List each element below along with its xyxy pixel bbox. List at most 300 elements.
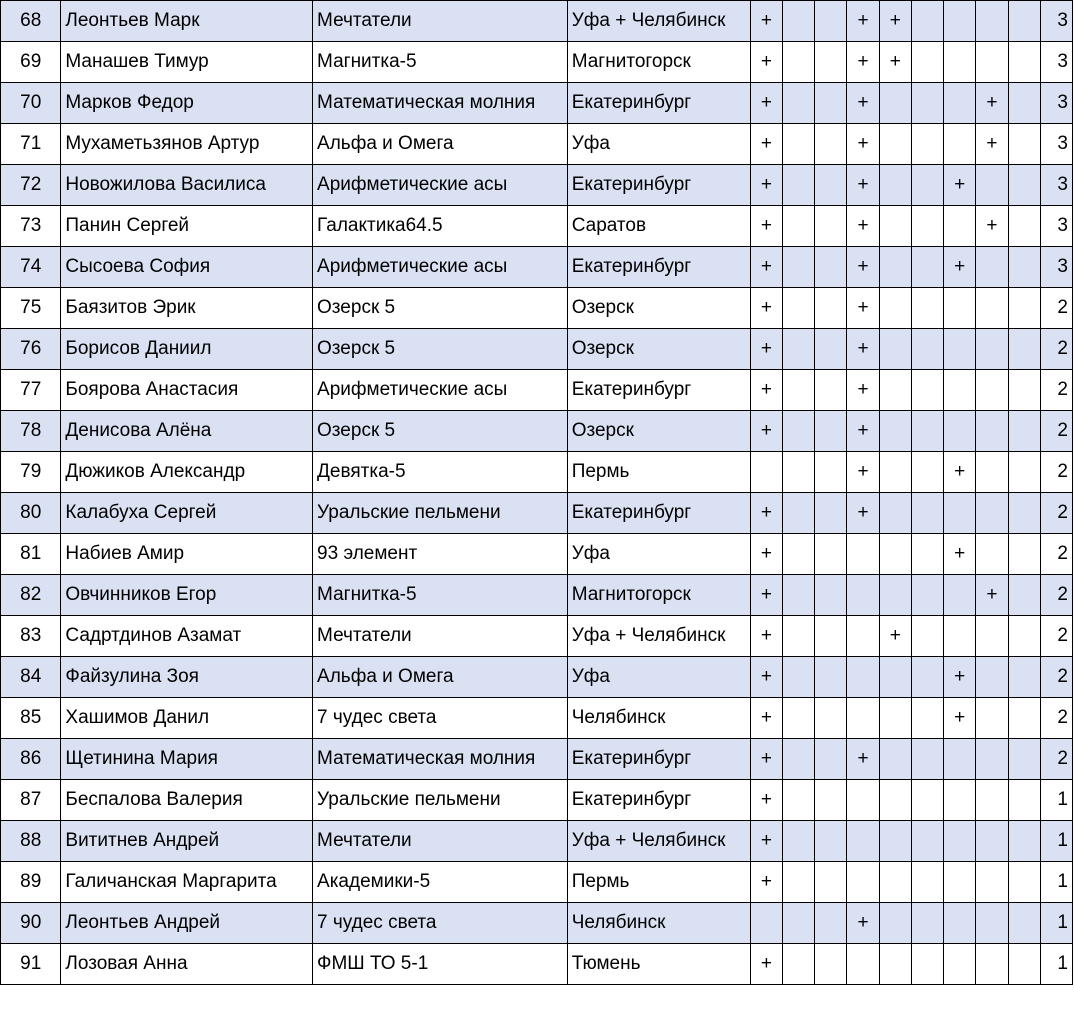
total-score-cell: 2 [1040, 329, 1072, 370]
problem-mark-cell [847, 780, 879, 821]
problem-mark-cell: + [750, 657, 782, 698]
problem-mark-cell [911, 739, 943, 780]
city-cell: Уфа + Челябинск [567, 821, 750, 862]
problem-mark-cell [944, 288, 976, 329]
problem-mark-cell [815, 124, 847, 165]
problem-mark-cell [976, 903, 1008, 944]
total-score-cell: 2 [1040, 411, 1072, 452]
total-score-cell: 1 [1040, 780, 1072, 821]
total-score-cell: 3 [1040, 206, 1072, 247]
total-score-cell: 2 [1040, 575, 1072, 616]
team-name-cell: Уральские пельмени [313, 493, 568, 534]
problem-mark-cell [976, 1, 1008, 42]
problem-mark-cell [847, 657, 879, 698]
row-number-cell: 81 [1, 534, 61, 575]
problem-mark-cell [815, 329, 847, 370]
city-cell: Уфа [567, 534, 750, 575]
team-name-cell: 93 элемент [313, 534, 568, 575]
total-score-cell: 1 [1040, 821, 1072, 862]
problem-mark-cell: + [750, 370, 782, 411]
problem-mark-cell [976, 534, 1008, 575]
table-row [1, 616, 1073, 657]
total-score-cell: 2 [1040, 739, 1072, 780]
problem-mark-cell [750, 903, 782, 944]
city-cell: Озерск [567, 288, 750, 329]
participant-name-cell: Лозовая Анна [61, 944, 313, 985]
participant-name-cell: Марков Федор [61, 83, 313, 124]
problem-mark-cell [976, 780, 1008, 821]
problem-mark-cell [783, 329, 815, 370]
problem-mark-cell [783, 821, 815, 862]
problem-mark-cell [783, 165, 815, 206]
problem-mark-cell: + [750, 288, 782, 329]
table-row [1, 1, 1073, 42]
problem-mark-cell [783, 739, 815, 780]
problem-mark-cell: + [847, 165, 879, 206]
problem-mark-cell [911, 903, 943, 944]
row-number-cell: 71 [1, 124, 61, 165]
participant-name-cell: Леонтьев Марк [61, 1, 313, 42]
problem-mark-cell: + [847, 411, 879, 452]
problem-mark-cell: + [750, 616, 782, 657]
problem-mark-cell: + [944, 534, 976, 575]
participant-name-cell: Беспалова Валерия [61, 780, 313, 821]
problem-mark-cell: + [750, 206, 782, 247]
participant-name-cell: Баязитов Эрик [61, 288, 313, 329]
city-cell: Челябинск [567, 903, 750, 944]
problem-mark-cell [783, 657, 815, 698]
participant-name-cell: Галичанская Маргарита [61, 862, 313, 903]
problem-mark-cell [815, 616, 847, 657]
problem-mark-cell [879, 780, 911, 821]
problem-mark-cell [815, 83, 847, 124]
problem-mark-cell [1008, 698, 1040, 739]
problem-mark-cell [944, 1, 976, 42]
city-cell: Уфа + Челябинск [567, 616, 750, 657]
team-name-cell: Девятка-5 [313, 452, 568, 493]
problem-mark-cell [783, 288, 815, 329]
city-cell: Челябинск [567, 698, 750, 739]
problem-mark-cell [847, 944, 879, 985]
total-score-cell: 2 [1040, 534, 1072, 575]
city-cell: Магнитогорск [567, 575, 750, 616]
problem-mark-cell [976, 411, 1008, 452]
problem-mark-cell [815, 1, 847, 42]
total-score-cell: 3 [1040, 247, 1072, 288]
problem-mark-cell [1008, 493, 1040, 534]
problem-mark-cell [944, 42, 976, 83]
problem-mark-cell: + [976, 83, 1008, 124]
problem-mark-cell: + [750, 1, 782, 42]
problem-mark-cell: + [976, 575, 1008, 616]
problem-mark-cell [815, 862, 847, 903]
table-row [1, 862, 1073, 903]
problem-mark-cell [847, 821, 879, 862]
problem-mark-cell [1008, 411, 1040, 452]
problem-mark-cell [1008, 370, 1040, 411]
row-number-cell: 77 [1, 370, 61, 411]
problem-mark-cell [879, 698, 911, 739]
problem-mark-cell: + [750, 124, 782, 165]
problem-mark-cell: + [879, 1, 911, 42]
problem-mark-cell [783, 616, 815, 657]
row-number-cell: 75 [1, 288, 61, 329]
row-number-cell: 70 [1, 83, 61, 124]
problem-mark-cell: + [879, 616, 911, 657]
problem-mark-cell [911, 411, 943, 452]
problem-mark-cell [911, 124, 943, 165]
participant-name-cell: Новожилова Василиса [61, 165, 313, 206]
row-number-cell: 76 [1, 329, 61, 370]
problem-mark-cell [815, 739, 847, 780]
problem-mark-cell [976, 452, 1008, 493]
problem-mark-cell [1008, 329, 1040, 370]
table-row [1, 452, 1073, 493]
problem-mark-cell [783, 575, 815, 616]
problem-mark-cell [944, 206, 976, 247]
problem-mark-cell [976, 370, 1008, 411]
problem-mark-cell: + [879, 42, 911, 83]
team-name-cell: Альфа и Омега [313, 657, 568, 698]
total-score-cell: 3 [1040, 124, 1072, 165]
participant-name-cell: Манашев Тимур [61, 42, 313, 83]
problem-mark-cell: + [847, 83, 879, 124]
city-cell: Екатеринбург [567, 247, 750, 288]
problem-mark-cell: + [976, 206, 1008, 247]
problem-mark-cell [944, 493, 976, 534]
problem-mark-cell: + [847, 739, 879, 780]
row-number-cell: 74 [1, 247, 61, 288]
problem-mark-cell [815, 247, 847, 288]
problem-mark-cell [1008, 616, 1040, 657]
problem-mark-cell [879, 329, 911, 370]
problem-mark-cell: + [976, 124, 1008, 165]
total-score-cell: 2 [1040, 370, 1072, 411]
participant-name-cell: Калабуха Сергей [61, 493, 313, 534]
problem-mark-cell [911, 329, 943, 370]
participant-name-cell: Садртдинов Азамат [61, 616, 313, 657]
problem-mark-cell [815, 944, 847, 985]
problem-mark-cell [1008, 739, 1040, 780]
problem-mark-cell [911, 42, 943, 83]
city-cell: Пермь [567, 452, 750, 493]
city-cell: Уфа [567, 657, 750, 698]
team-name-cell: Альфа и Омега [313, 124, 568, 165]
problem-mark-cell [944, 616, 976, 657]
problem-mark-cell [783, 452, 815, 493]
city-cell: Озерск [567, 411, 750, 452]
problem-mark-cell: + [944, 657, 976, 698]
problem-mark-cell: + [944, 698, 976, 739]
problem-mark-cell [1008, 124, 1040, 165]
problem-mark-cell [879, 862, 911, 903]
table-row [1, 698, 1073, 739]
problem-mark-cell: + [750, 411, 782, 452]
problem-mark-cell [944, 944, 976, 985]
problem-mark-cell: + [847, 288, 879, 329]
problem-mark-cell [815, 206, 847, 247]
problem-mark-cell [815, 821, 847, 862]
team-name-cell: Галактика64.5 [313, 206, 568, 247]
problem-mark-cell [879, 944, 911, 985]
row-number-cell: 79 [1, 452, 61, 493]
problem-mark-cell: + [944, 452, 976, 493]
row-number-cell: 69 [1, 42, 61, 83]
problem-mark-cell [879, 493, 911, 534]
problem-mark-cell [1008, 165, 1040, 206]
row-number-cell: 86 [1, 739, 61, 780]
problem-mark-cell [1008, 1, 1040, 42]
problem-mark-cell [976, 288, 1008, 329]
total-score-cell: 1 [1040, 944, 1072, 985]
problem-mark-cell [815, 698, 847, 739]
problem-mark-cell [879, 452, 911, 493]
total-score-cell: 2 [1040, 698, 1072, 739]
problem-mark-cell: + [944, 247, 976, 288]
problem-mark-cell [944, 370, 976, 411]
problem-mark-cell [1008, 288, 1040, 329]
city-cell: Екатеринбург [567, 370, 750, 411]
total-score-cell: 1 [1040, 862, 1072, 903]
problem-mark-cell: + [750, 821, 782, 862]
total-score-cell: 2 [1040, 452, 1072, 493]
problem-mark-cell [976, 493, 1008, 534]
row-number-cell: 90 [1, 903, 61, 944]
problem-mark-cell: + [750, 165, 782, 206]
table-row [1, 534, 1073, 575]
problem-mark-cell [911, 452, 943, 493]
problem-mark-cell [783, 124, 815, 165]
row-number-cell: 82 [1, 575, 61, 616]
team-name-cell: Арифметические асы [313, 247, 568, 288]
total-score-cell: 2 [1040, 657, 1072, 698]
problem-mark-cell [815, 493, 847, 534]
problem-mark-cell [944, 124, 976, 165]
total-score-cell: 2 [1040, 616, 1072, 657]
problem-mark-cell [783, 698, 815, 739]
problem-mark-cell: + [847, 42, 879, 83]
problem-mark-cell: + [847, 124, 879, 165]
problem-mark-cell [911, 862, 943, 903]
problem-mark-cell [750, 452, 782, 493]
problem-mark-cell: + [847, 493, 879, 534]
participant-name-cell: Дюжиков Александр [61, 452, 313, 493]
participant-name-cell: Сысоева София [61, 247, 313, 288]
problem-mark-cell [815, 370, 847, 411]
table-row [1, 657, 1073, 698]
participant-name-cell: Борисов Даниил [61, 329, 313, 370]
problem-mark-cell [1008, 534, 1040, 575]
problem-mark-cell [911, 165, 943, 206]
problem-mark-cell [976, 42, 1008, 83]
city-cell: Озерск [567, 329, 750, 370]
problem-mark-cell [1008, 83, 1040, 124]
team-name-cell: Мечтатели [313, 1, 568, 42]
problem-mark-cell [944, 329, 976, 370]
problem-mark-cell [847, 534, 879, 575]
team-name-cell: 7 чудес света [313, 903, 568, 944]
problem-mark-cell [815, 288, 847, 329]
city-cell: Тюмень [567, 944, 750, 985]
city-cell: Уфа [567, 124, 750, 165]
problem-mark-cell: + [847, 329, 879, 370]
problem-mark-cell: + [847, 206, 879, 247]
row-number-cell: 87 [1, 780, 61, 821]
table-row [1, 206, 1073, 247]
table-row [1, 780, 1073, 821]
table-row [1, 370, 1073, 411]
problem-mark-cell [944, 862, 976, 903]
row-number-cell: 88 [1, 821, 61, 862]
problem-mark-cell [1008, 42, 1040, 83]
problem-mark-cell [783, 206, 815, 247]
problem-mark-cell [783, 370, 815, 411]
problem-mark-cell [815, 452, 847, 493]
row-number-cell: 85 [1, 698, 61, 739]
team-name-cell: 7 чудес света [313, 698, 568, 739]
city-cell: Саратов [567, 206, 750, 247]
participant-name-cell: Боярова Анастасия [61, 370, 313, 411]
problem-mark-cell [944, 780, 976, 821]
team-name-cell: ФМШ ТО 5-1 [313, 944, 568, 985]
table-row [1, 944, 1073, 985]
problem-mark-cell [911, 1, 943, 42]
problem-mark-cell [976, 657, 1008, 698]
city-cell: Екатеринбург [567, 493, 750, 534]
problem-mark-cell [976, 944, 1008, 985]
problem-mark-cell [976, 698, 1008, 739]
row-number-cell: 91 [1, 944, 61, 985]
problem-mark-cell: + [750, 739, 782, 780]
table-row [1, 575, 1073, 616]
problem-mark-cell [976, 862, 1008, 903]
problem-mark-cell [783, 534, 815, 575]
problem-mark-cell: + [847, 1, 879, 42]
participant-name-cell: Вититнев Андрей [61, 821, 313, 862]
problem-mark-cell [1008, 657, 1040, 698]
problem-mark-cell: + [944, 165, 976, 206]
problem-mark-cell [783, 411, 815, 452]
team-name-cell: Озерск 5 [313, 288, 568, 329]
problem-mark-cell [1008, 575, 1040, 616]
problem-mark-cell: + [750, 862, 782, 903]
problem-mark-cell [911, 657, 943, 698]
table-row [1, 329, 1073, 370]
team-name-cell: Озерск 5 [313, 411, 568, 452]
row-number-cell: 78 [1, 411, 61, 452]
problem-mark-cell [815, 165, 847, 206]
problem-mark-cell: + [750, 247, 782, 288]
table-row [1, 903, 1073, 944]
problem-mark-cell [879, 821, 911, 862]
row-number-cell: 68 [1, 1, 61, 42]
team-name-cell: Мечтатели [313, 821, 568, 862]
problem-mark-cell [1008, 780, 1040, 821]
participant-name-cell: Леонтьев Андрей [61, 903, 313, 944]
problem-mark-cell [911, 944, 943, 985]
team-name-cell: Мечтатели [313, 616, 568, 657]
problem-mark-cell: + [750, 493, 782, 534]
problem-mark-cell: + [750, 83, 782, 124]
problem-mark-cell [976, 247, 1008, 288]
team-name-cell: Магнитка-5 [313, 575, 568, 616]
participant-name-cell: Овчинников Егор [61, 575, 313, 616]
problem-mark-cell [879, 411, 911, 452]
problem-mark-cell [1008, 206, 1040, 247]
city-cell: Пермь [567, 862, 750, 903]
problem-mark-cell [976, 329, 1008, 370]
team-name-cell: Магнитка-5 [313, 42, 568, 83]
problem-mark-cell [879, 83, 911, 124]
problem-mark-cell [783, 83, 815, 124]
table-row [1, 739, 1073, 780]
total-score-cell: 3 [1040, 1, 1072, 42]
problem-mark-cell [879, 534, 911, 575]
team-name-cell: Арифметические асы [313, 370, 568, 411]
problem-mark-cell [815, 903, 847, 944]
table-row [1, 247, 1073, 288]
problem-mark-cell [944, 83, 976, 124]
participant-name-cell: Файзулина Зоя [61, 657, 313, 698]
table-row [1, 124, 1073, 165]
problem-mark-cell [911, 288, 943, 329]
problem-mark-cell [783, 780, 815, 821]
problem-mark-cell [783, 493, 815, 534]
participant-name-cell: Набиев Амир [61, 534, 313, 575]
participant-name-cell: Хашимов Данил [61, 698, 313, 739]
problem-mark-cell [783, 42, 815, 83]
problem-mark-cell: + [750, 42, 782, 83]
problem-mark-cell [911, 616, 943, 657]
problem-mark-cell [911, 83, 943, 124]
table-row [1, 83, 1073, 124]
row-number-cell: 89 [1, 862, 61, 903]
team-name-cell: Математическая молния [313, 83, 568, 124]
problem-mark-cell [911, 370, 943, 411]
total-score-cell: 3 [1040, 165, 1072, 206]
problem-mark-cell: + [847, 370, 879, 411]
problem-mark-cell [944, 821, 976, 862]
row-number-cell: 84 [1, 657, 61, 698]
problem-mark-cell [911, 821, 943, 862]
problem-mark-cell [1008, 903, 1040, 944]
problem-mark-cell [1008, 821, 1040, 862]
table-row [1, 165, 1073, 206]
problem-mark-cell: + [750, 329, 782, 370]
city-cell: Магнитогорск [567, 42, 750, 83]
table-row [1, 493, 1073, 534]
problem-mark-cell [911, 698, 943, 739]
problem-mark-cell [847, 698, 879, 739]
team-name-cell: Академики-5 [313, 862, 568, 903]
problem-mark-cell [815, 657, 847, 698]
problem-mark-cell [879, 575, 911, 616]
problem-mark-cell: + [847, 247, 879, 288]
table-row [1, 821, 1073, 862]
problem-mark-cell [815, 780, 847, 821]
problem-mark-cell [911, 780, 943, 821]
table-row [1, 42, 1073, 83]
participant-name-cell: Денисова Алёна [61, 411, 313, 452]
problem-mark-cell [976, 739, 1008, 780]
team-name-cell: Озерск 5 [313, 329, 568, 370]
problem-mark-cell: + [750, 944, 782, 985]
problem-mark-cell [879, 124, 911, 165]
row-number-cell: 72 [1, 165, 61, 206]
problem-mark-cell [944, 739, 976, 780]
problem-mark-cell [815, 575, 847, 616]
problem-mark-cell [879, 288, 911, 329]
